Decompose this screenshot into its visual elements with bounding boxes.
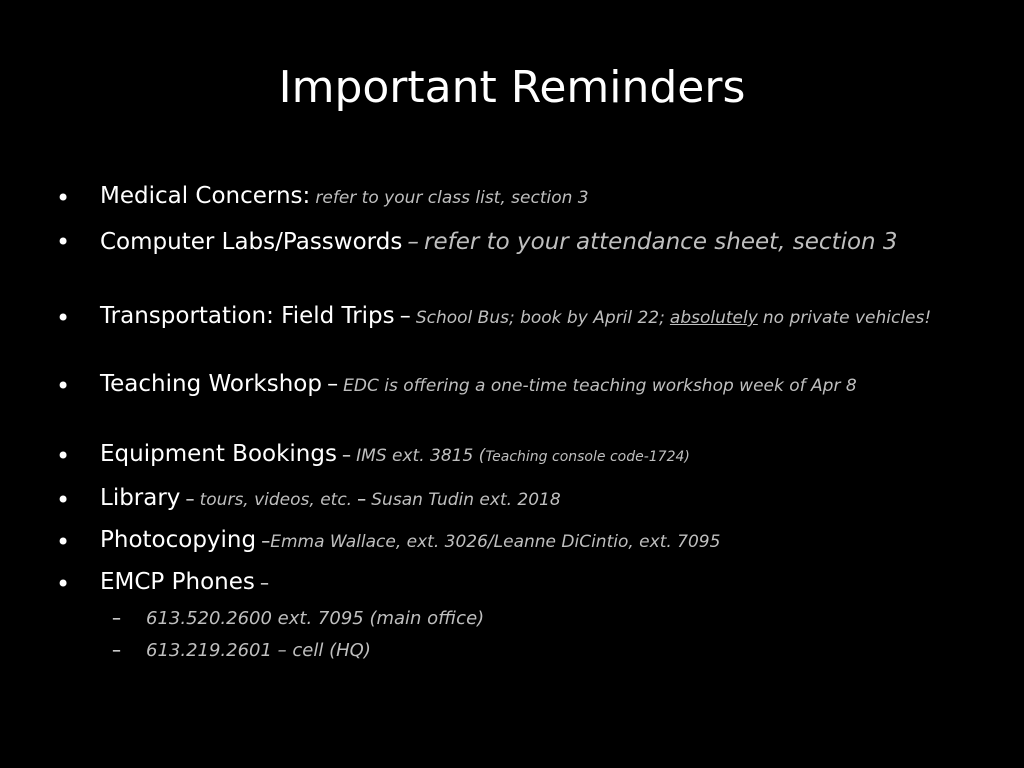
item-note-emphasis: absolutely — [669, 308, 758, 328]
sub-bullet: – — [112, 608, 121, 629]
item-label: Equipment Bookings — [100, 441, 337, 467]
item-note-continued: no private vehicles! — [762, 308, 932, 328]
item-label: Teaching Workshop — [100, 371, 322, 397]
bullet: • — [56, 184, 71, 212]
item-separator: – — [259, 573, 269, 594]
item-label: Computer Labs/Passwords — [100, 229, 403, 255]
item-separator: – — [327, 372, 339, 397]
bullet: • — [56, 442, 71, 470]
item-note: Emma Wallace, ext. 3026/Leanne DiCintio, ext. 7095 — [270, 532, 721, 552]
item-separator: – — [357, 489, 367, 510]
item-separator: – — [399, 304, 411, 329]
item-label: EMCP Phones — [100, 569, 255, 595]
bullet: • — [56, 228, 71, 256]
item-note: tours, videos, etc. — [199, 490, 353, 510]
bullet: • — [56, 304, 71, 332]
sub-bullet: – — [112, 640, 121, 661]
slide-title: Important Reminders — [278, 62, 746, 113]
item-separator: – — [185, 489, 195, 510]
item-label: Medical Concerns: — [100, 183, 311, 209]
bullet: • — [56, 372, 71, 400]
item-separator: – — [261, 531, 271, 552]
item-separator: – — [342, 445, 352, 466]
item-note: IMS ext. 3815 ( — [356, 446, 486, 466]
item-label: Photocopying — [100, 527, 257, 553]
phone-number-main-office: 613.520.2600 ext. 7095 (main office) — [146, 608, 485, 629]
item-label: Transportation: Field Trips — [100, 303, 395, 329]
phone-number-cell: 613.219.2601 – cell (HQ) — [146, 640, 371, 661]
item-note-small: Teaching console code-1724) — [485, 449, 690, 465]
item-note-contact: Susan Tudin ext. 2018 — [371, 490, 561, 510]
item-note: refer to your attendance sheet, section 3 — [424, 229, 898, 255]
item-note: refer to your class list, section 3 — [315, 188, 589, 208]
bullet: • — [56, 528, 71, 556]
item-label: Library — [100, 485, 181, 511]
bullet: • — [56, 486, 71, 514]
item-note: EDC is offering a one-time teaching workshop week of Apr 8 — [343, 376, 857, 396]
bullet: • — [56, 570, 71, 598]
item-note: School Bus; book by April 22; — [415, 308, 665, 328]
item-separator: – — [407, 229, 419, 255]
